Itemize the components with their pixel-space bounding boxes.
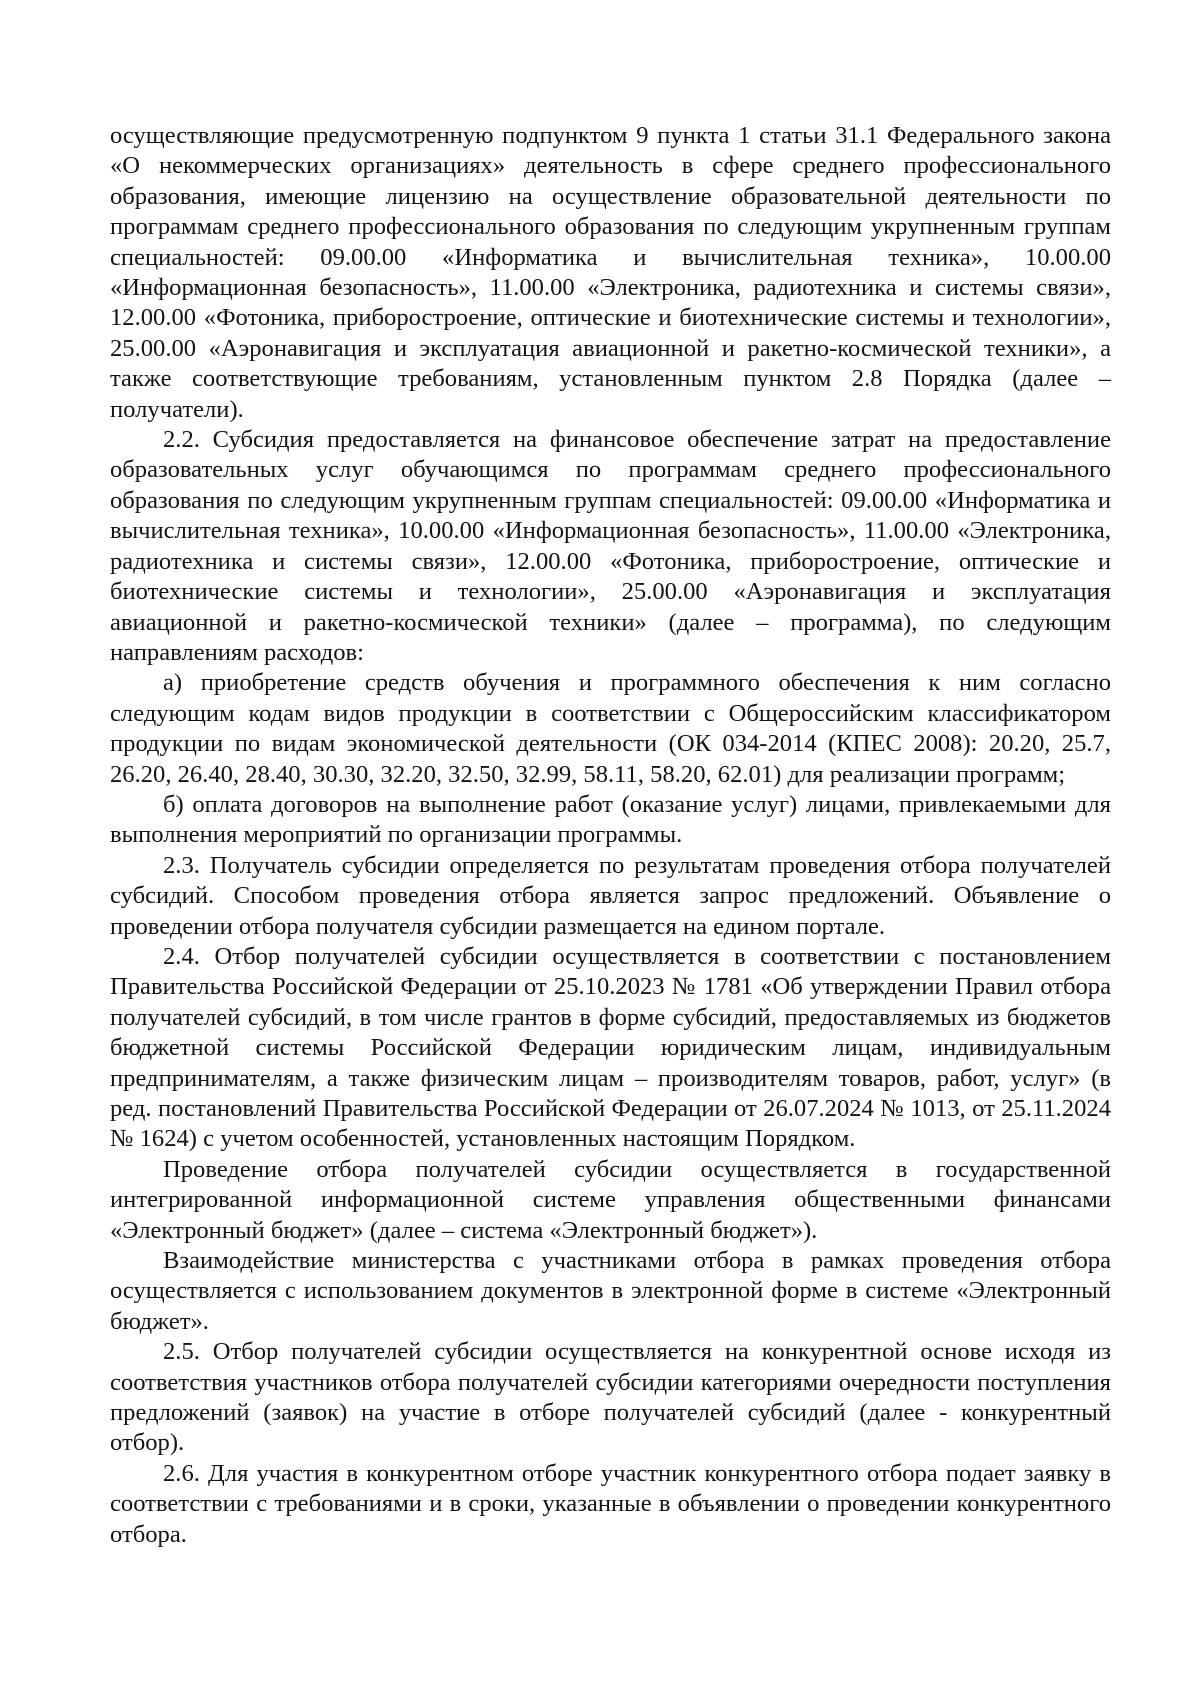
paragraph-2-4-system: Проведение отбора получателей субсидии осуществляется в государственной интегрированной информационной системе управления общественными финансами «Электронный бюджет» (далее – система «Электронный бюджет»). (110, 1155, 1111, 1244)
paragraph-2-4: 2.4. Отбор получателей субсидии осуществляется в соответствии с постановлением Правительства Российской Федерации от 25.10.2023 № 1781 «Об утверждении Правил отбора получателей субсидий, в том числе грантов в форме субсидий, предоставляемых из бюджетов бюджетной системы Российской Федерации юридическим лицам, индивидуальным предпринимателям, а также физическим лицам – производителям товаров, работ, услуг» (в ред. постановлений Правительства Российской Федерации от 26.07.2024 № 1013, от 25.11.2024 № 1624) с учетом особенностей, установленных настоящим Порядком. (110, 942, 1111, 1153)
paragraph-recipients: осуществляющие предусмотренную подпунктом 9 пункта 1 статьи 31.1 Федерального закона «О некоммерческих организациях» деятельность в сфере среднего профессионального образования, имеющие лицензию на осуществление образовательной деятельности по программам среднего профессионального образования по следующим укрупненным группам специальностей: 09.00.00 «Информатика и вычислительная техника», 10.00.00 «Информационная безопасность», 11.00.00 «Электроника, радиотехника и системы связи», 12.00.00 «Фотоника, приборостроение, оптические и биотехнические системы и технологии», 25.00.00 «Аэронавигация и эксплуатация авиационной и ракетно-космической техники», а также соответствующие требованиям, установленным пунктом 2.8 Порядка (далее – получатели). (110, 122, 1111, 423)
paragraph-2-6: 2.6. Для участия в конкурентном отборе участник конкурентного отбора подает заявку в соответствии с требованиями и в сроки, указанные в объявлении о проведении конкурентного отбора. (110, 1459, 1111, 1548)
paragraph-2-4-interaction: Взаимодействие министерства с участниками отбора в рамках проведения отбора осуществляется с использованием документов в электронной форме в системе «Электронный бюджет». (110, 1247, 1111, 1335)
paragraph-2-3: 2.3. Получатель субсидии определяется по результатам проведения отбора получателей субсидий. Способом проведения отбора является запрос предложений. Объявление о проведении отбора получателя субсидии размещается на едином портале. (110, 851, 1111, 940)
paragraph-2-5: 2.5. Отбор получателей субсидии осуществляется на конкурентной основе исходя из соответствия участников отбора получателей субсидии категориями очередности поступления предложений (заявок) на участие в отборе получателей субсидий (далее - конкурентный отбор). (110, 1338, 1111, 1457)
document-page (110, 121, 1111, 1550)
paragraph-2-2-a: а) приобретение средств обучения и программного обеспечения к ним согласно следующим кодам видов продукции в соответствии с Общероссийским классификатором продукции по видам экономической деятельности (ОК 034-2014 (КПЕС 2008): 20.20, 25.7, 26.20, 26.40, 28.40, 30.30, 32.20, 32.50, 32.99, 58.11, 58.20, 62.01) для реализации программ; (110, 669, 1111, 788)
paragraph-2-2: 2.2. Субсидия предоставляется на финансовое обеспечение затрат на предоставление образовательных услуг обучающимся по программам среднего профессионального образования по следующим укрупненным группам специальностей: 09.00.00 «Информатика и вычислительная техника», 10.00.00 «Информационная безопасность», 11.00.00 «Электроника, радиотехника и системы связи», 12.00.00 «Фотоника, приборостроение, оптические и биотехнические системы и технологии», 25.00.00 «Аэронавигация и эксплуатация авиационной и ракетно-космической техники» (далее – программа), по следующим направлениям расходов: (110, 426, 1111, 666)
paragraph-2-2-b: б) оплата договоров на выполнение работ (оказание услуг) лицами, привлекаемыми для выполнения мероприятий по организации программы. (110, 790, 1111, 849)
